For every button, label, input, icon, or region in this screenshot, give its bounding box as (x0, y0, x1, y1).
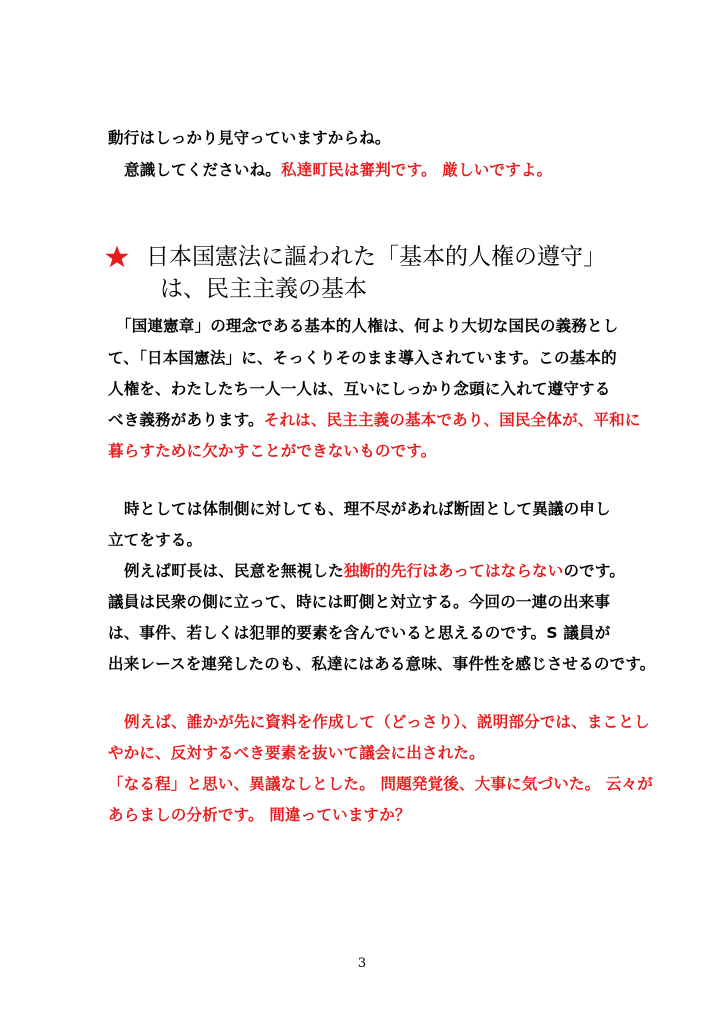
para3-line-2: やかに、反対するべき要素を抜いて議会に出された。 (108, 744, 485, 762)
para1-line-4 (108, 410, 641, 430)
section-heading-line-2: は、民主主義の基本 (160, 276, 367, 302)
intro-text-1: 動行はしっかり見守っていますからね。 (108, 129, 391, 147)
para1-line-3: 人権を、わたしたち一人一人は、互いにしっかり念頭に入れて遵守する (108, 380, 611, 398)
para1-line-5: 暮らすために欠かすことができないものです。 (108, 442, 437, 460)
para1-line-4-text: べき義務があります。 (108, 411, 264, 429)
intro-line-1 (108, 128, 391, 148)
star-icon (104, 244, 130, 270)
para2-line-3-text-a: 例えば町長は、民意を無視した (124, 562, 344, 580)
para2-line-5: は、事件、若しくは犯罪的要素を含んでいると思えるのです。S 議員が (108, 624, 611, 642)
intro-text-2-highlight: 私達町民は審判です。 厳しいですよ。 (281, 161, 553, 179)
para1-line-1: 「国連憲章」の理念である基本的人権は、何より大切な国民の義務とし (116, 317, 619, 335)
para1-line-4-highlight: それは、民主主義の基本であり、国民全体が、平和に (263, 411, 641, 429)
para2-line-4: 議員は民衆の側に立って、時には町側と対立する。今回の一連の出来事 (108, 593, 611, 611)
intro-line-2 (124, 160, 552, 180)
para1-line-2: て、「日本国憲法」に、そっくりそのまま導入されています。この基本的 (108, 349, 617, 367)
para2-line-6: 出来レースを連発したのも、私達にはある意味、事件性を感じさせるのです。 (108, 655, 656, 673)
para3-line-3: 「なる程」と思い、異議なしとした。 問題発覚後、大事に気づいた。 云々が (108, 775, 653, 793)
section-heading-line-1: 日本国憲法に謳われた「基本的人権の遵守」 (146, 244, 606, 270)
intro-text-2: 意識してくださいね。 (124, 161, 282, 179)
para2-line-1: 時としては体制側に対しても、理不尽があれば断固として異議の申し (124, 500, 611, 518)
para3-line-4: あらましの分析です。 間違っていますか？ (108, 806, 411, 824)
para3-line-1: 例えば、誰かが先に資料を作成して（どっさり）、説明部分では、まことし (124, 713, 650, 731)
para2-line-3 (124, 561, 625, 581)
para2-line-3-text-b: のです。 (563, 562, 626, 580)
para2-line-2: 立てをする。 (108, 531, 203, 549)
page-number: 3 (357, 956, 367, 971)
para2-line-3-highlight: 独断的先行はあってはならない (343, 562, 564, 580)
